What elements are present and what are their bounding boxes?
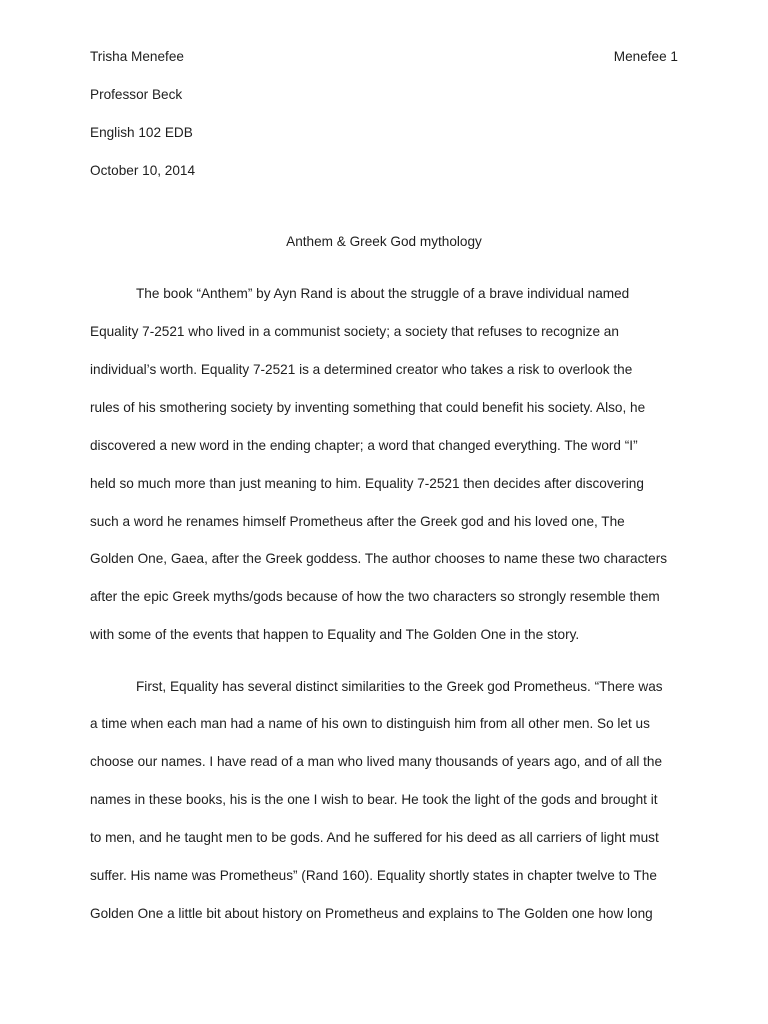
paragraph-line: Golden One, Gaea, after the Greek goddess. The author chooses to name these two characters bbox=[90, 551, 668, 566]
paragraph-line: Golden One a little bit about history on Prometheus and explains to The Golden one how long bbox=[90, 906, 653, 921]
paragraph-line: discovered a new word in the ending chapter; a word that changed everything. The word “I” bbox=[90, 438, 638, 453]
paragraph-line: after the epic Greek myths/gods because of how the two characters so strongly resemble them bbox=[90, 589, 660, 604]
paragraph-line: with some of the events that happen to Equality and The Golden One in the story. bbox=[90, 627, 580, 642]
paragraph-line: Equality 7-2521 who lived in a communist society; a society that refuses to recognize an bbox=[90, 324, 619, 339]
paragraph-line: held so much more than just meaning to him. Equality 7-2521 then decides after discovering bbox=[90, 476, 644, 491]
paragraph-line: individual’s worth. Equality 7-2521 is a determined creator who takes a risk to overlook the bbox=[90, 362, 633, 377]
paragraph-line: rules of his smothering society by inventing something that could benefit his society. Also, he bbox=[90, 400, 646, 415]
paragraph-line: The book “Anthem” by Ayn Rand is about the struggle of a brave individual named bbox=[136, 286, 630, 301]
professor-name: Professor Beck bbox=[90, 87, 183, 102]
paragraph-line: a time when each man had a name of his own to distinguish him from all other men. So let us bbox=[90, 716, 650, 731]
paragraph-line: names in these books, his is the one I wish to bear. He took the light of the gods and brought it bbox=[90, 792, 658, 807]
paragraph-line: First, Equality has several distinct similarities to the Greek god Prometheus. “There was bbox=[136, 679, 663, 694]
paragraph-line: choose our names. I have read of a man who lived many thousands of years ago, and of all the bbox=[90, 754, 663, 769]
page-number: Menefee 1 bbox=[613, 49, 678, 64]
paragraph-line: to men, and he taught men to be gods. And he suffered for his deed as all carriers of light must bbox=[90, 830, 659, 845]
author-name: Trisha Menefee bbox=[90, 49, 184, 64]
paragraph-line: such a word he renames himself Prometheus after the Greek god and his loved one, The bbox=[90, 514, 625, 529]
essay-title: Anthem & Greek God mythology bbox=[286, 234, 482, 249]
date: October 10, 2014 bbox=[90, 163, 196, 178]
paragraph-line: suffer. His name was Prometheus” (Rand 160). Equality shortly states in chapter twelve to The bbox=[90, 868, 657, 883]
course-name: English 102 EDB bbox=[90, 125, 193, 140]
